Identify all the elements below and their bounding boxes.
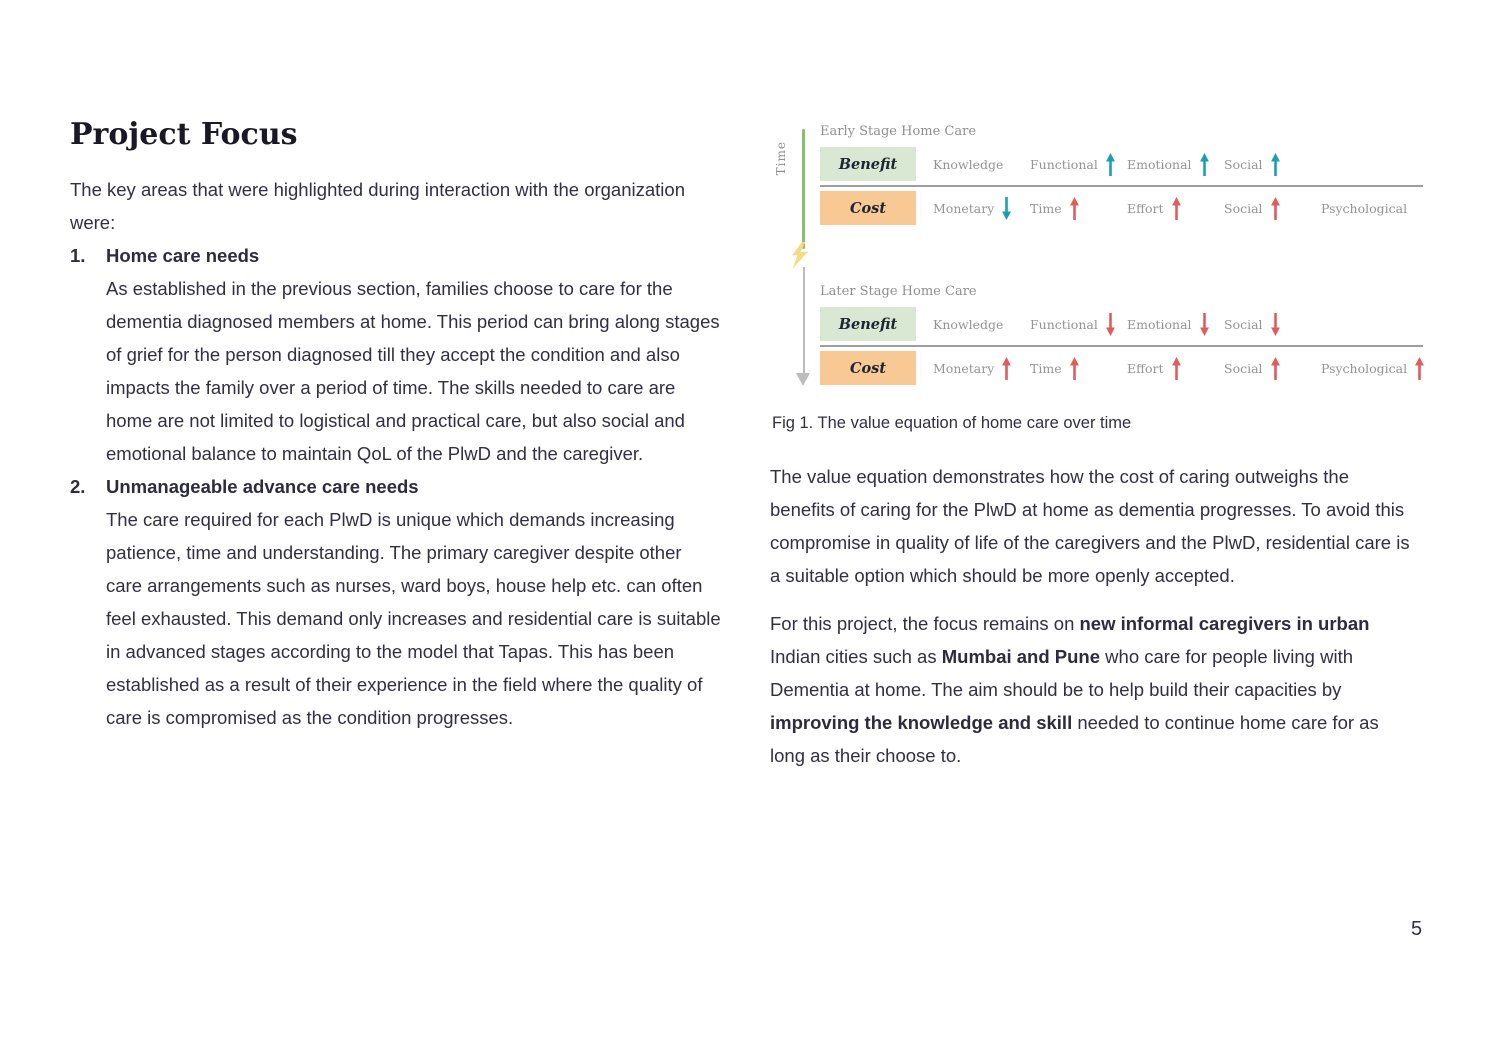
list-item-number: 2. xyxy=(70,476,86,497)
up-arrow-icon xyxy=(1069,356,1080,381)
figure-row-label: Benefit xyxy=(820,147,916,181)
figure-cell xyxy=(1013,307,1110,341)
emphasis-text: improving the knowledge and skill xyxy=(770,712,1073,733)
figure-row-cells xyxy=(916,351,1423,385)
list-item-title-text: Home care needs xyxy=(106,245,260,266)
figure-row-label: Benefit xyxy=(820,307,916,341)
figure-row xyxy=(820,147,1423,181)
figure-row xyxy=(820,351,1423,385)
figure-cell-label: Monetary xyxy=(933,200,995,216)
figure-cell xyxy=(1110,351,1207,385)
figure-value-equation xyxy=(770,115,1432,400)
emphasis-text: Mumbai and Pune xyxy=(941,646,1101,667)
figure-cell xyxy=(1207,307,1304,341)
list-item xyxy=(70,470,725,734)
figure-cell xyxy=(1110,147,1207,181)
figure-cell xyxy=(1304,191,1408,225)
figure-row xyxy=(820,191,1423,225)
up-arrow-icon xyxy=(1171,356,1182,381)
figure-cell xyxy=(1207,147,1304,181)
figure-cell-label: Functional xyxy=(1030,316,1098,332)
figure-cell-label: Effort xyxy=(1127,360,1164,376)
benefit-cost-divider xyxy=(820,185,1423,187)
figure-cell-label: Psychological xyxy=(1321,200,1408,216)
up-arrow-icon xyxy=(1270,356,1281,381)
up-arrow-icon xyxy=(1171,196,1182,221)
up-arrow-icon xyxy=(1270,152,1281,177)
figure-cell xyxy=(1110,307,1207,341)
figure-cell xyxy=(1013,351,1110,385)
down-arrow-icon xyxy=(1001,196,1012,221)
figure-cell xyxy=(1304,307,1401,341)
paragraph-project-scope xyxy=(770,607,1410,772)
up-arrow-icon xyxy=(1069,196,1080,221)
paragraph-value-equation: The value equation demonstrates how the cost of caring outweighs the benefits of caring for the PlwD at home as dementia progresses. To avoid this compromise in quality of life of the caregivers and the PlwD, residential care is a suitable option which should be more openly accepted. xyxy=(770,466,1410,586)
figure-cell-label: Psychological xyxy=(1321,360,1408,376)
figure-cell-label: Time xyxy=(1030,360,1062,376)
text-segment: Indian cities such as xyxy=(770,646,942,667)
figure-cell xyxy=(916,147,1013,181)
figure-cell-label: Social xyxy=(1224,156,1263,172)
axis-arrowhead-icon xyxy=(796,373,810,386)
figure-cell-label: Time xyxy=(1030,200,1062,216)
figure-row-cells xyxy=(916,147,1423,181)
list-item-title-text: Unmanageable advance care needs xyxy=(106,476,419,497)
list-item-title xyxy=(70,470,725,503)
figure-cell-label: Knowledge xyxy=(933,156,1004,172)
right-column xyxy=(770,115,1432,772)
text-segment: For this project, the focus remains on xyxy=(770,613,1080,634)
page-title: Project Focus xyxy=(70,117,298,152)
text-segment: who care for people living with Dementia at home. The aim should be to help build their capacities by xyxy=(770,646,1353,700)
figure-cell xyxy=(916,191,1013,225)
figure-row-label: Cost xyxy=(820,351,916,385)
time-axis-label: Time xyxy=(774,141,788,176)
time-axis-later-segment xyxy=(803,267,805,373)
lightning-bolt-icon xyxy=(789,242,811,270)
figure-cell-label: Knowledge xyxy=(933,316,1004,332)
figure-cell-label: Social xyxy=(1224,360,1263,376)
figure-cell xyxy=(1207,191,1304,225)
figure-cell xyxy=(916,351,1013,385)
figure-row-cells xyxy=(916,307,1423,341)
figure-cell-label: Social xyxy=(1224,316,1263,332)
stage-title: Early Stage Home Care xyxy=(820,124,977,139)
list-item-number: 1. xyxy=(70,245,86,266)
figure-cell-label: Emotional xyxy=(1127,316,1192,332)
figure-row xyxy=(820,307,1423,341)
benefit-cost-divider xyxy=(820,345,1423,347)
figure-stage xyxy=(820,123,1423,225)
figure-stage xyxy=(820,283,1423,385)
list-item-title xyxy=(70,239,725,272)
time-axis-early-segment xyxy=(802,129,805,249)
figure-cell xyxy=(1304,147,1401,181)
up-arrow-icon xyxy=(1414,356,1425,381)
list-item xyxy=(70,239,725,470)
up-arrow-icon xyxy=(1270,196,1281,221)
figure-cell-label: Functional xyxy=(1030,156,1098,172)
figure-row-cells xyxy=(916,191,1423,225)
figure-row-label: Cost xyxy=(820,191,916,225)
figure-cell xyxy=(1110,191,1207,225)
figure-cell xyxy=(1207,351,1304,385)
page-number: 5 xyxy=(1411,918,1423,940)
text-segment: needed to continue home care for as long as their choose to. xyxy=(770,712,1379,766)
up-arrow-icon xyxy=(1001,356,1012,381)
figure-cell xyxy=(1013,191,1110,225)
left-column xyxy=(70,115,725,734)
down-arrow-icon xyxy=(1270,312,1281,337)
figure-cell-label: Emotional xyxy=(1127,156,1192,172)
figure-cell-label: Social xyxy=(1224,200,1263,216)
key-areas-list xyxy=(70,239,725,734)
list-item-body: As established in the previous section, families choose to care for the dementia diagnosed members at home. This period can bring along stages of grief for the person diagnosed till they accept the condition and also impacts the family over a period of time. The skills needed to care are home are not limited to logistical and practical care, but also social and emotional balance to maintain QoL of the PlwD and the caregiver. xyxy=(106,278,720,464)
stage-title: Later Stage Home Care xyxy=(820,284,977,299)
emphasis-text: new informal caregivers in urban xyxy=(1079,613,1370,634)
figure-cell-label: Monetary xyxy=(933,360,995,376)
figure-caption: Fig 1. The value equation of home care over time xyxy=(772,414,1132,432)
list-item-body: The care required for each PlwD is unique which demands increasing patience, time and understanding. The primary caregiver despite other care arrangements such as nurses, ward boys, house help etc. can often feel exhausted. This demand only increases and residential care is suitable in advanced stages according to the model that Tapas. This has been established as a result of their experience in the field where the quality of care is compromised as the condition progresses. xyxy=(106,509,721,728)
figure-cell xyxy=(916,307,1013,341)
figure-cell xyxy=(1013,147,1110,181)
figure-cell xyxy=(1304,351,1408,385)
intro-paragraph: The key areas that were highlighted during interaction with the organization were: xyxy=(70,179,685,233)
figure-cell-label: Effort xyxy=(1127,200,1164,216)
